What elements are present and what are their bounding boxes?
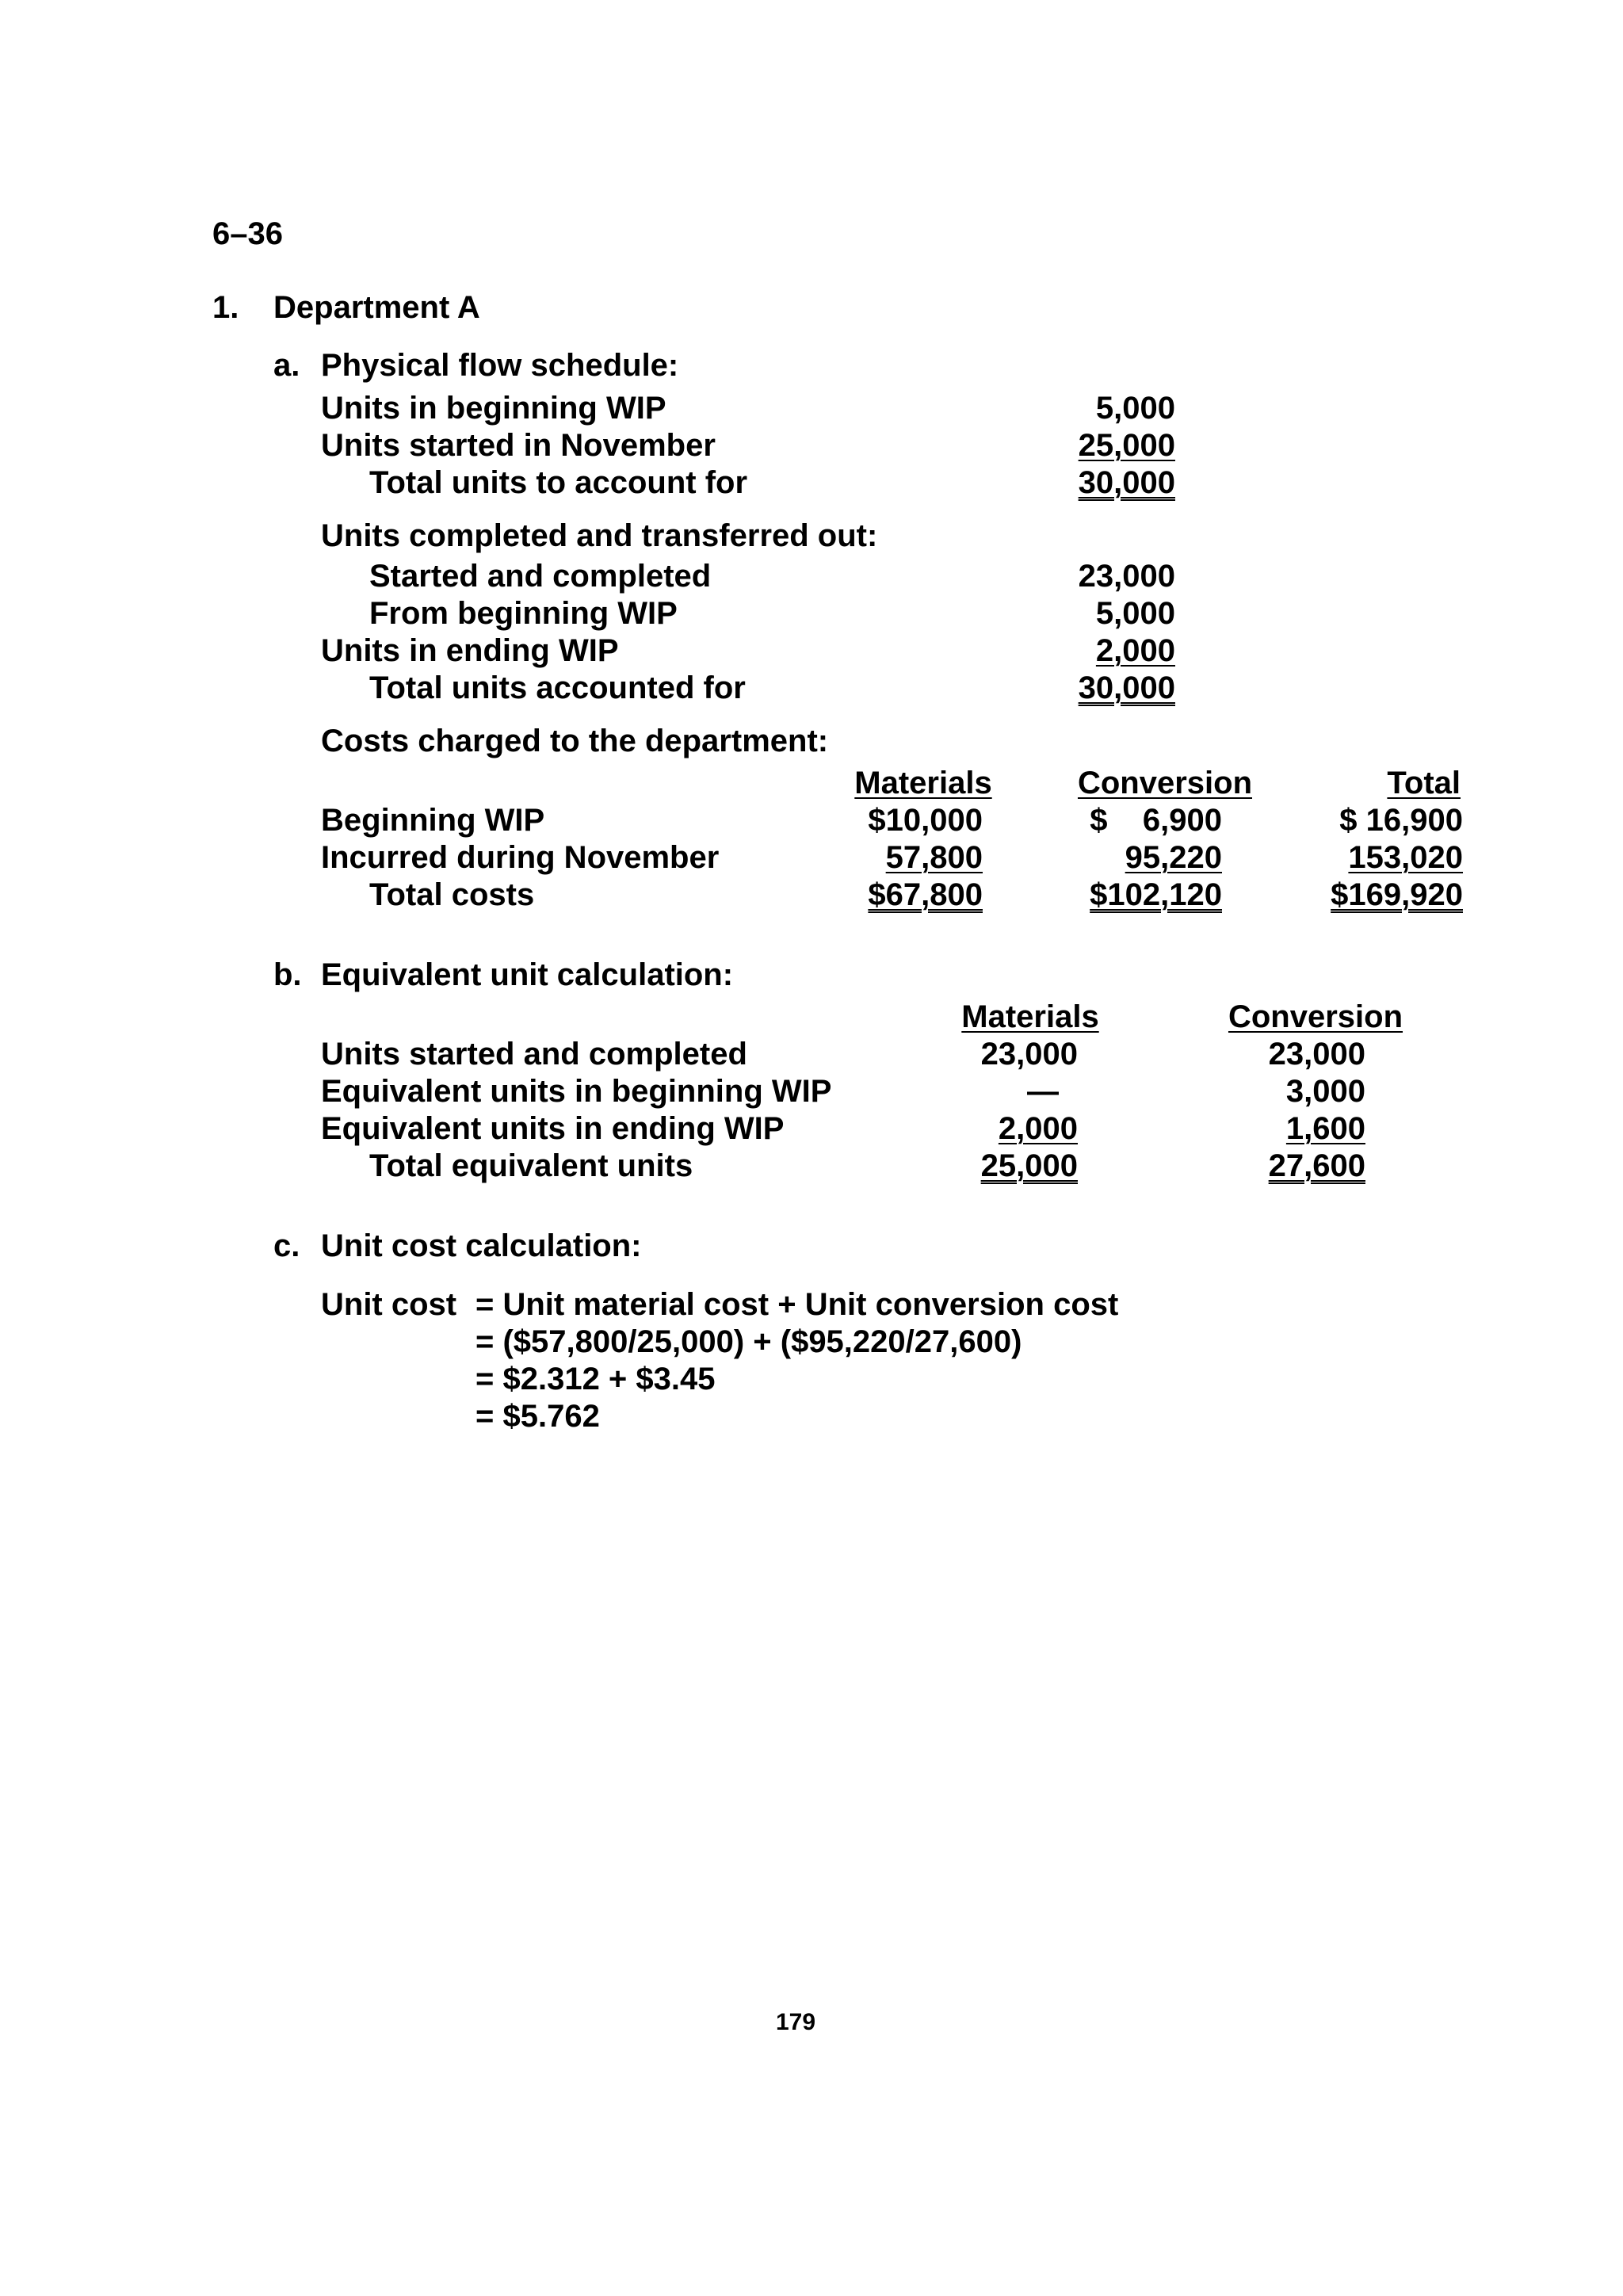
- flow-row-label: Started and completed: [369, 559, 712, 594]
- section-b-title: Equivalent unit calculation:: [321, 957, 734, 992]
- section-a-title: Physical flow schedule:: [321, 348, 679, 383]
- eu-materials: —: [1027, 1074, 1059, 1109]
- unit-cost-line: = $2.312 + $3.45: [475, 1362, 716, 1396]
- flow-row-label: Total units accounted for: [369, 670, 746, 705]
- flow-row-label: Total units to account for: [369, 465, 748, 500]
- flow-row-value: 25,000: [1078, 428, 1175, 463]
- cost-materials: $67,800: [868, 877, 983, 912]
- cost-header-conversion: Conversion: [1077, 766, 1253, 800]
- flow-row-value: 30,000: [1078, 670, 1175, 705]
- flow-row-value: 23,000: [1078, 559, 1175, 594]
- flow-row-value: 5,000: [1095, 596, 1175, 631]
- part-number: 1.: [212, 290, 239, 325]
- eu-conversion: 3,000: [1285, 1074, 1365, 1109]
- cost-conversion: 95,220: [1125, 840, 1222, 875]
- eu-materials: 2,000: [998, 1111, 1078, 1146]
- cost-total: $169,920: [1331, 877, 1463, 912]
- cost-total: 153,020: [1348, 840, 1463, 875]
- cost-row-label: Total costs: [369, 877, 535, 912]
- cost-materials: 57,800: [885, 840, 983, 875]
- cost-total: $ 16,900: [1339, 803, 1463, 838]
- problem-number: 6–36: [212, 216, 283, 251]
- eu-row-label: Units started and completed: [321, 1037, 747, 1072]
- eu-materials: 23,000: [980, 1037, 1078, 1072]
- flow-row-label: Units started in November: [321, 428, 716, 463]
- eu-conversion: 1,600: [1285, 1111, 1365, 1146]
- eu-conversion: 27,600: [1268, 1148, 1365, 1183]
- unit-cost-line: = ($57,800/25,000) + ($95,220/27,600): [475, 1324, 1022, 1359]
- section-c-letter: c.: [273, 1228, 300, 1263]
- part-title: Department A: [273, 290, 480, 325]
- cost-row-label: Incurred during November: [321, 840, 720, 875]
- flow-row-value: 5,000: [1095, 391, 1175, 426]
- unit-cost-line: = Unit material cost + Unit conversion cost: [475, 1287, 1119, 1322]
- eu-header-conversion: Conversion: [1228, 999, 1403, 1034]
- eu-header-materials: Materials: [961, 999, 1099, 1034]
- eu-row-label: Equivalent units in ending WIP: [321, 1111, 785, 1146]
- cost-conversion: $ 6,900: [1090, 803, 1222, 838]
- flow-row-label: From beginning WIP: [369, 596, 678, 631]
- section-c-title: Unit cost calculation:: [321, 1228, 642, 1263]
- unit-cost-label: Unit cost: [321, 1287, 457, 1322]
- section-b-letter: b.: [273, 957, 302, 992]
- cost-header-materials: Materials: [854, 766, 992, 800]
- page-number: 179: [775, 2009, 816, 2035]
- cost-materials: $10,000: [868, 803, 983, 838]
- flow-row-label: Units in ending WIP: [321, 633, 619, 668]
- cost-conversion: $102,120: [1090, 877, 1222, 912]
- flow-row-label: Units in beginning WIP: [321, 391, 666, 426]
- costs-heading: Costs charged to the department:: [321, 724, 829, 758]
- cost-header-total: Total: [1387, 766, 1461, 800]
- eu-conversion: 23,000: [1268, 1037, 1365, 1072]
- eu-row-label: Total equivalent units: [369, 1148, 693, 1183]
- eu-row-label: Equivalent units in beginning WIP: [321, 1074, 832, 1109]
- flow-row-value: 2,000: [1095, 633, 1175, 668]
- transferred-out-heading: Units completed and transferred out:: [321, 518, 878, 553]
- unit-cost-line: = $5.762: [475, 1399, 600, 1434]
- cost-row-label: Beginning WIP: [321, 803, 545, 838]
- flow-row-value: 30,000: [1078, 465, 1175, 500]
- eu-materials: 25,000: [980, 1148, 1078, 1183]
- section-a-letter: a.: [273, 348, 300, 383]
